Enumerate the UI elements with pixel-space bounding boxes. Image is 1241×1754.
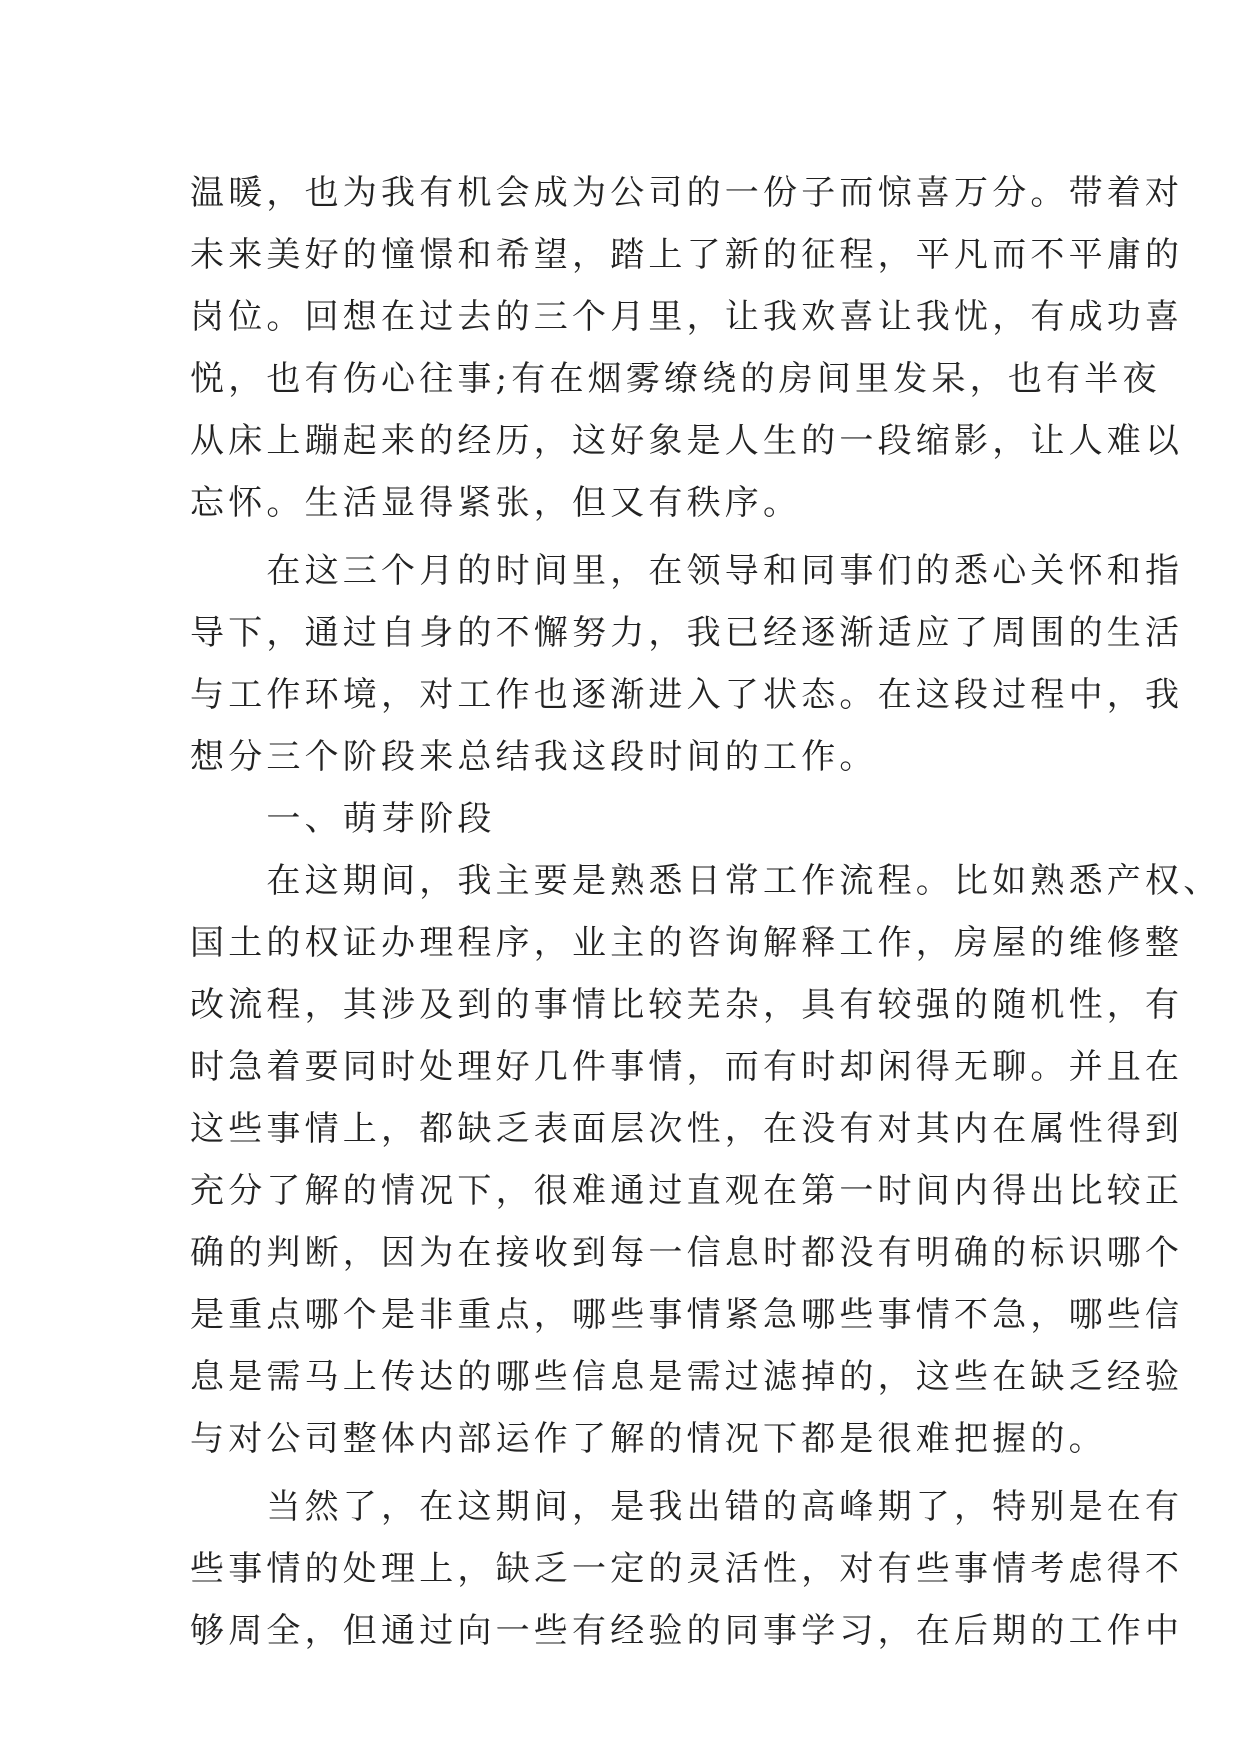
text-line: 与对公司整体内部运作了解的情况下都是很难把握的。 xyxy=(190,1419,1107,1459)
text-line: 温暖，也为我有机会成为公司的一份子而惊喜万分。带着对 xyxy=(190,173,1184,213)
text-line: 些事情的处理上，缺乏一定的灵活性，对有些事情考虑得不 xyxy=(190,1549,1184,1589)
text-line: 在这期间，我主要是熟悉日常工作流程。比如熟悉产权、 xyxy=(190,861,1222,901)
section-heading: 一、萌芽阶段 xyxy=(190,799,496,839)
text-line: 确的判断，因为在接收到每一信息时都没有明确的标识哪个 xyxy=(190,1233,1184,1273)
text-line: 从床上蹦起来的经历，这好象是人生的一段缩影，让人难以 xyxy=(190,421,1184,461)
text-line: 悦，也有伤心往事;有在烟雾缭绕的房间里发呆，也有半夜 xyxy=(190,359,1161,399)
text-line: 与工作环境，对工作也逐渐进入了状态。在这段过程中，我 xyxy=(190,675,1184,715)
text-line: 充分了解的情况下，很难通过直观在第一时间内得出比较正 xyxy=(190,1171,1184,1211)
text-line: 当然了，在这期间，是我出错的高峰期了，特别是在有 xyxy=(190,1487,1184,1527)
text-line: 导下，通过自身的不懈努力，我已经逐渐适应了周围的生活 xyxy=(190,613,1184,653)
text-line: 改流程，其涉及到的事情比较芜杂，具有较强的随机性，有 xyxy=(190,985,1184,1025)
text-line: 未来美好的憧憬和希望，踏上了新的征程，平凡而不平庸的 xyxy=(190,235,1184,275)
text-line: 岗位。回想在过去的三个月里，让我欢喜让我忧，有成功喜 xyxy=(190,297,1184,337)
text-line: 是重点哪个是非重点，哪些事情紧急哪些事情不急，哪些信 xyxy=(190,1295,1184,1335)
text-line: 够周全，但通过向一些有经验的同事学习，在后期的工作中 xyxy=(190,1611,1184,1651)
text-line: 国土的权证办理程序，业主的咨询解释工作，房屋的维修整 xyxy=(190,923,1184,963)
text-line: 息是需马上传达的哪些信息是需过滤掉的，这些在缺乏经验 xyxy=(190,1357,1184,1397)
text-line: 时急着要同时处理好几件事情，而有时却闲得无聊。并且在 xyxy=(190,1047,1184,1087)
text-line: 在这三个月的时间里，在领导和同事们的悉心关怀和指 xyxy=(190,551,1184,591)
text-line: 忘怀。生活显得紧张，但又有秩序。 xyxy=(190,483,802,523)
body-text xyxy=(190,162,1222,1662)
text-line: 这些事情上，都缺乏表面层次性，在没有对其内在属性得到 xyxy=(190,1109,1184,1149)
text-line: 想分三个阶段来总结我这段时间的工作。 xyxy=(190,737,878,777)
